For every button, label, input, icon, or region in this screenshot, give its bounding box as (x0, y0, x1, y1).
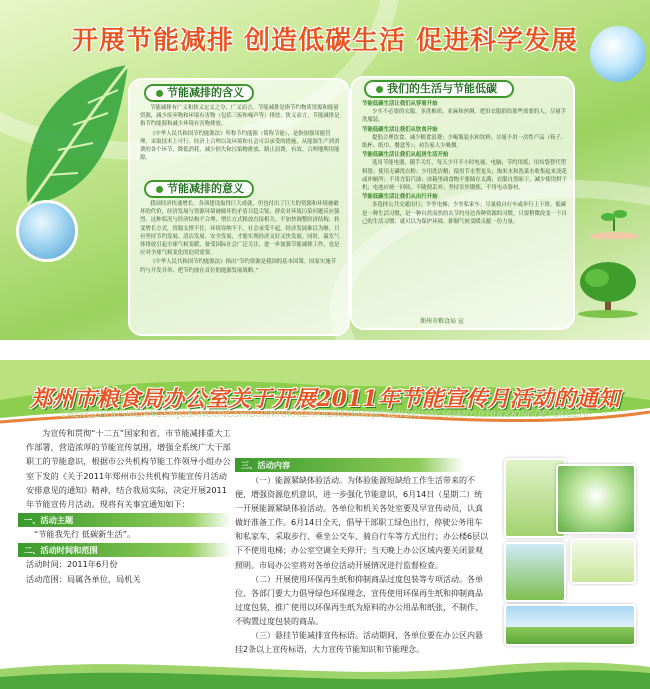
footer-wave (0, 649, 650, 689)
section-bar: 一、活动主题 (18, 513, 231, 527)
section-heading-text: 节能减排的含义 (167, 86, 244, 99)
section-heading-text: 节能减排的意义 (167, 182, 244, 195)
tree-icon (575, 258, 641, 318)
section-heading (144, 84, 254, 102)
earth-icon (590, 26, 646, 82)
subheading: 节能低碳生活让我们从起居生活开始 (362, 152, 449, 159)
paragraph: 多选择公共交通出行；少坐电梯；少坐私家车；尽量骑自行车或步行上下班。低碳是一种生活习惯，是一种自然而然的去节约身边各种资源的习惯，只要稍微改变一下自己的生活习惯，就可以为保护环境、抑制气候变暖贡献一份力量。 (362, 202, 567, 225)
scope-text: 活动范围：局属各单位，局机关 (26, 573, 141, 584)
notice-right-column (235, 456, 490, 657)
theme-text: “节能我先行 低碳新生活”。 (34, 529, 136, 540)
subheading: 节能低碳生活让我们从出行开始 (362, 194, 438, 201)
section-body (140, 200, 340, 334)
time-text: 活动时间：2011年6月份 (26, 559, 118, 570)
panel-left (128, 78, 350, 336)
poster-top (0, 0, 650, 340)
content-paragraph: （三）悬挂节能减排宣传标语。活动期间，各单位要在办公区内悬挂2条以上宣传标语，大力宣传节能知识和节能理念。 (235, 631, 483, 655)
issuer-label: 郑州市粮食局 宣 (420, 318, 464, 325)
subheading: 节能低碳生活让我们从饮食开始 (362, 126, 438, 133)
poster-top-title: 开展节能减排 创造低碳生活 促进科学发展 (71, 26, 579, 56)
notice-left-column (26, 426, 231, 586)
notice-title: 郑州市粮食局办公室关于开展2011年节能宣传月活动的通知 (30, 386, 620, 412)
subheading: 节能低碳生活让我们从穿着开始 (362, 101, 438, 107)
section-bar: 二、活动时间和范围 (18, 543, 231, 557)
section-bar: 三、活动内容 (235, 458, 465, 472)
globe-icon (16, 200, 78, 262)
section-heading-text: 我们的生活与节能低碳 (387, 82, 497, 95)
poster-bottom (0, 360, 650, 689)
photo-heart-leaf (556, 464, 636, 534)
leaf-icon (18, 55, 138, 225)
section-heading (144, 180, 254, 198)
photo-green-sign (570, 538, 636, 584)
paragraph: 我国经济快速增长，各项建设取得巨大成就，但也付出了巨大的资源和环境被破坏的代价，经济发展与资源环境被破坏的矛盾日趋尖锐，群众对环境污染问题反应强烈。这种状况与经济结构不合理、增长方式粗放直接相关。不加快调整经济结构、转变增长方式，资源支撑不住，环境容纳不下，社会承受不起，经济发展难以为继。只有坚持节约发展、清洁发展、安全发展，才能实现经济又好又快发展。同时，温室气体排放引起全球气候变暖，备受国际社会广泛关注，进一步加强节能减排工作，也是应对全球气候变化的迫切需要。 (140, 201, 340, 257)
paragraph: 选用节能电器，随手关灯，每天少开半小时电视、电脑；节约用纸；用布袋替代塑料袋；使用无磷洗衣粉；少用洗洁精；使用节水型龙头；淘米水和洗菜水收集起来浇花或冲厕所；不用含铅汽油；冰箱里面食物不要储存太满；衣服自然晾干，减少使用烘干机；电池应统一回收，不随便丢弃；坚持室外锻炼，不用电动器材。 (362, 160, 567, 192)
section-body (362, 100, 570, 328)
photo-city (504, 604, 636, 646)
hand-plant-icon (585, 205, 643, 241)
paragraph: 少买不必要的衣服，多洗棉质、亚麻和丝绸，把旧衣服捐给那些需要的人，尽量手洗服装。 (362, 109, 567, 124)
paragraph: 《中华人民共和国节约能源法》指出“节约资源是我国的基本国策。国家实施节约与开发并举、把节约放在首位的能源发展战略。” (140, 259, 337, 274)
panel-right (350, 76, 575, 330)
photo-strip (500, 458, 640, 648)
notice-intro: 为宣传和贯彻“十二五”国家和省、市节能减排重大工作部署，营造浓厚的节能宣传氛围，增强全系统广大干部职工的节能意识，根据市公共机构节能工作领导小组办公室下发的《关于2011年郑州市公共机构节能宣传月活动安排意见的通知》精神，结合我局实际，决定开展2011年节能宣传月活动。现将有关事宜通知如下： (26, 428, 231, 510)
paragraph: 提倡合理饮食，减少粮食浪费；少喝瓶装水和饮料；尽量不用一次性产品（筷子、纸杯、纸巾、餐盒等）；劝告家人少吸烟。 (362, 134, 567, 150)
paragraph: 节能减排有广义和狭义定义之分，广义而言，节能减排是指节约物质资源和能量资源，减少废弃物和环境有害物（包括三废和噪声等）排放；狭义而言，节能减排是指节约能源和减少环境有害物排放。 (140, 105, 340, 128)
pinyin-subtitle: ZHENGZHOUSHILIANGSHIJUBANGONGSHIGUANYUKAIZHAN2011NIANJIENENGXUANCHUANYUEHUODONGDETONGZHI (61, 410, 589, 420)
content-paragraph: （一）能源紧缺体验活动。为体验能源短缺给工作生活带来的不便，增强资源危机意识，进一步强化节能意识，6月14日（星期二）统一开展能源紧缺体验活动。各单位和机关各处室要及早宣传动员，认真做好准备工作。6月14日全天，倡导干部职工绿色出行，停驶公务用车和私家车，采取步行、乘坐公交车、骑自行车等方式出行；办公楼6层以下不使用电梯；办公室空调全天停开；当天晚上办公区域内要关闭景观照明。市局办公室将对各单位活动开展情况进行监督检查。 (235, 476, 489, 570)
photo-sprout (504, 542, 566, 602)
section-body (140, 104, 340, 188)
paragraph: 《中华人民共和国节约能源法》所称节约能源（简称节能），是指加强用能管理，采取技术上可行、经济上合理以及环境和社会可以承受的措施，从能源生产到消费的各个环节，降低消耗、减少损失和污染物排放、制止浪费，有效、合理地利用能源。 (140, 130, 340, 162)
section-heading (364, 80, 514, 98)
content-paragraph: （二）开展使用环保再生纸和抑制商品过度包装等专项活动。各单位、各部门要大力倡导绿色环保理念，宣传使用环保再生纸和抑制商品过度包装，推广使用以环保再生纸为原料的办公用品和纸张，不制作、不购置过度包装的商品。 (235, 574, 483, 626)
